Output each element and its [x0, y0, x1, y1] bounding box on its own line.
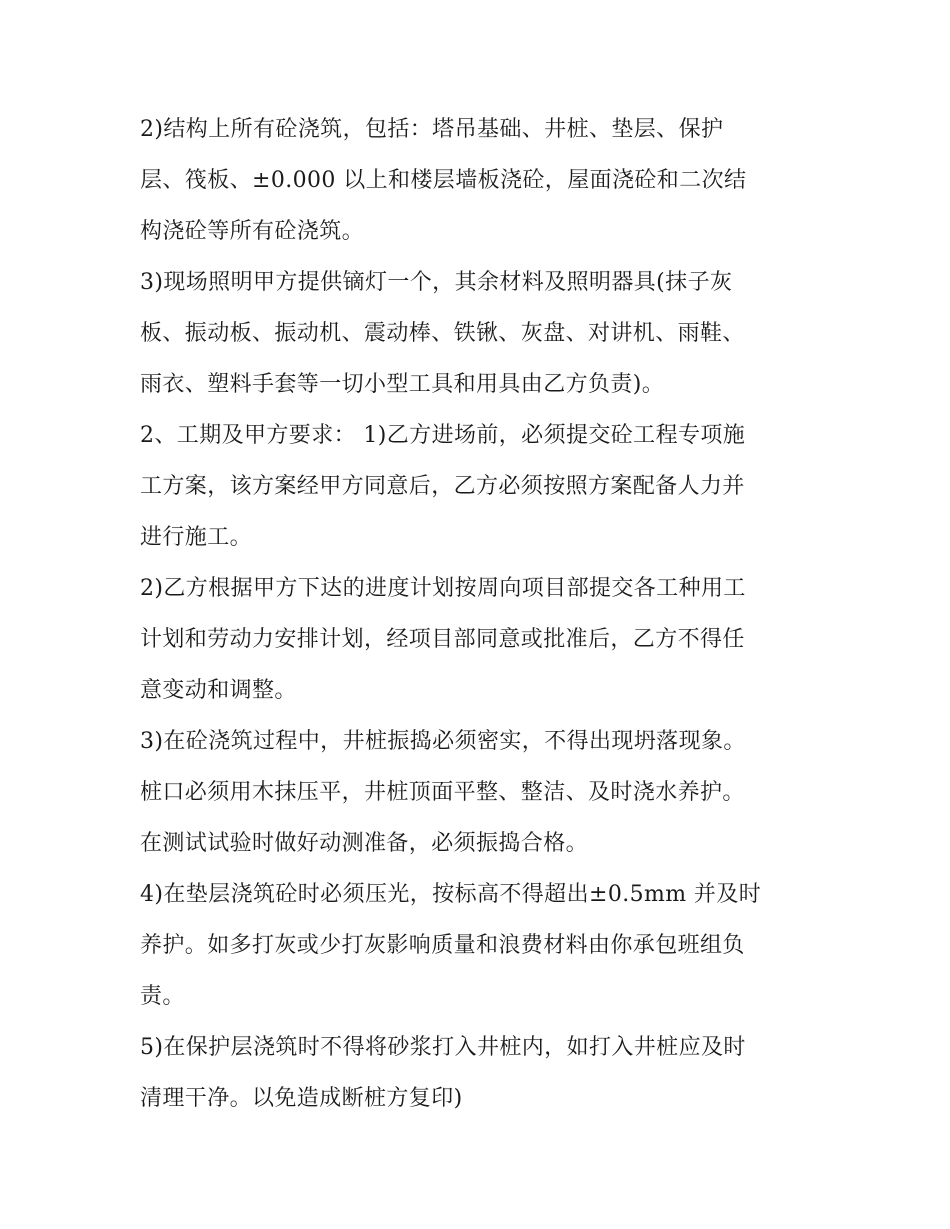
text-line: 2)乙方根据甲方下达的进度计划按周向项目部提交各工种用工	[140, 576, 746, 601]
text-line: 意变动和调整。	[140, 678, 297, 703]
text-line: 雨衣、塑料手套等一切小型工具和用具由乙方负责)。	[140, 372, 665, 397]
text-line: 3)现场照明甲方提供镝灯一个，其余材料及照明器具(抹子灰	[140, 270, 733, 295]
text-line: 层、筏板、±0.000 以上和楼层墙板浇砼，屋面浇砼和二次结	[140, 168, 747, 193]
text-line: 养护。如多打灰或少打灰影响质量和浪费材料由你承包班组负	[140, 933, 745, 958]
text-line: 进行施工。	[140, 525, 253, 550]
document-body	[140, 104, 820, 1124]
text-line: 计划和劳动力安排计划，经项目部同意或批准后，乙方不得任	[140, 627, 745, 652]
text-line: 板、振动板、振动机、震动棒、铁锹、灰盘、对讲机、雨鞋、	[140, 321, 745, 346]
text-line: 2)结构上所有砼浇筑，包括：塔吊基础、井桩、垫层、保护	[140, 117, 724, 142]
text-line: 桩口必须用木抹压平，井桩顶面平整、整洁、及时浇水养护。	[140, 780, 745, 805]
text-line: 责。	[140, 984, 185, 1009]
text-line: 工方案，该方案经甲方同意后，乙方必须按照方案配备人力并	[140, 474, 745, 499]
text-line: 2、工期及甲方要求： 1)乙方进场前，必须提交砼工程专项施	[140, 423, 746, 448]
text-line: 4)在垫层浇筑砼时必须压光，按标高不得超出±0.5mm 并及时	[140, 882, 762, 907]
text-line: 5)在保护层浇筑时不得将砂浆打入井桩内，如打入井桩应及时	[140, 1035, 746, 1060]
text-line: 3)在砼浇筑过程中，井桩振捣必须密实，不得出现坍落现象。	[140, 729, 746, 754]
text-line: 构浇砼等所有砼浇筑。	[140, 219, 365, 244]
text-line: 在测试试验时做好动测准备，必须振捣合格。	[140, 831, 589, 856]
text-line: 清理干净。以免造成断桩方复印)	[140, 1086, 463, 1111]
